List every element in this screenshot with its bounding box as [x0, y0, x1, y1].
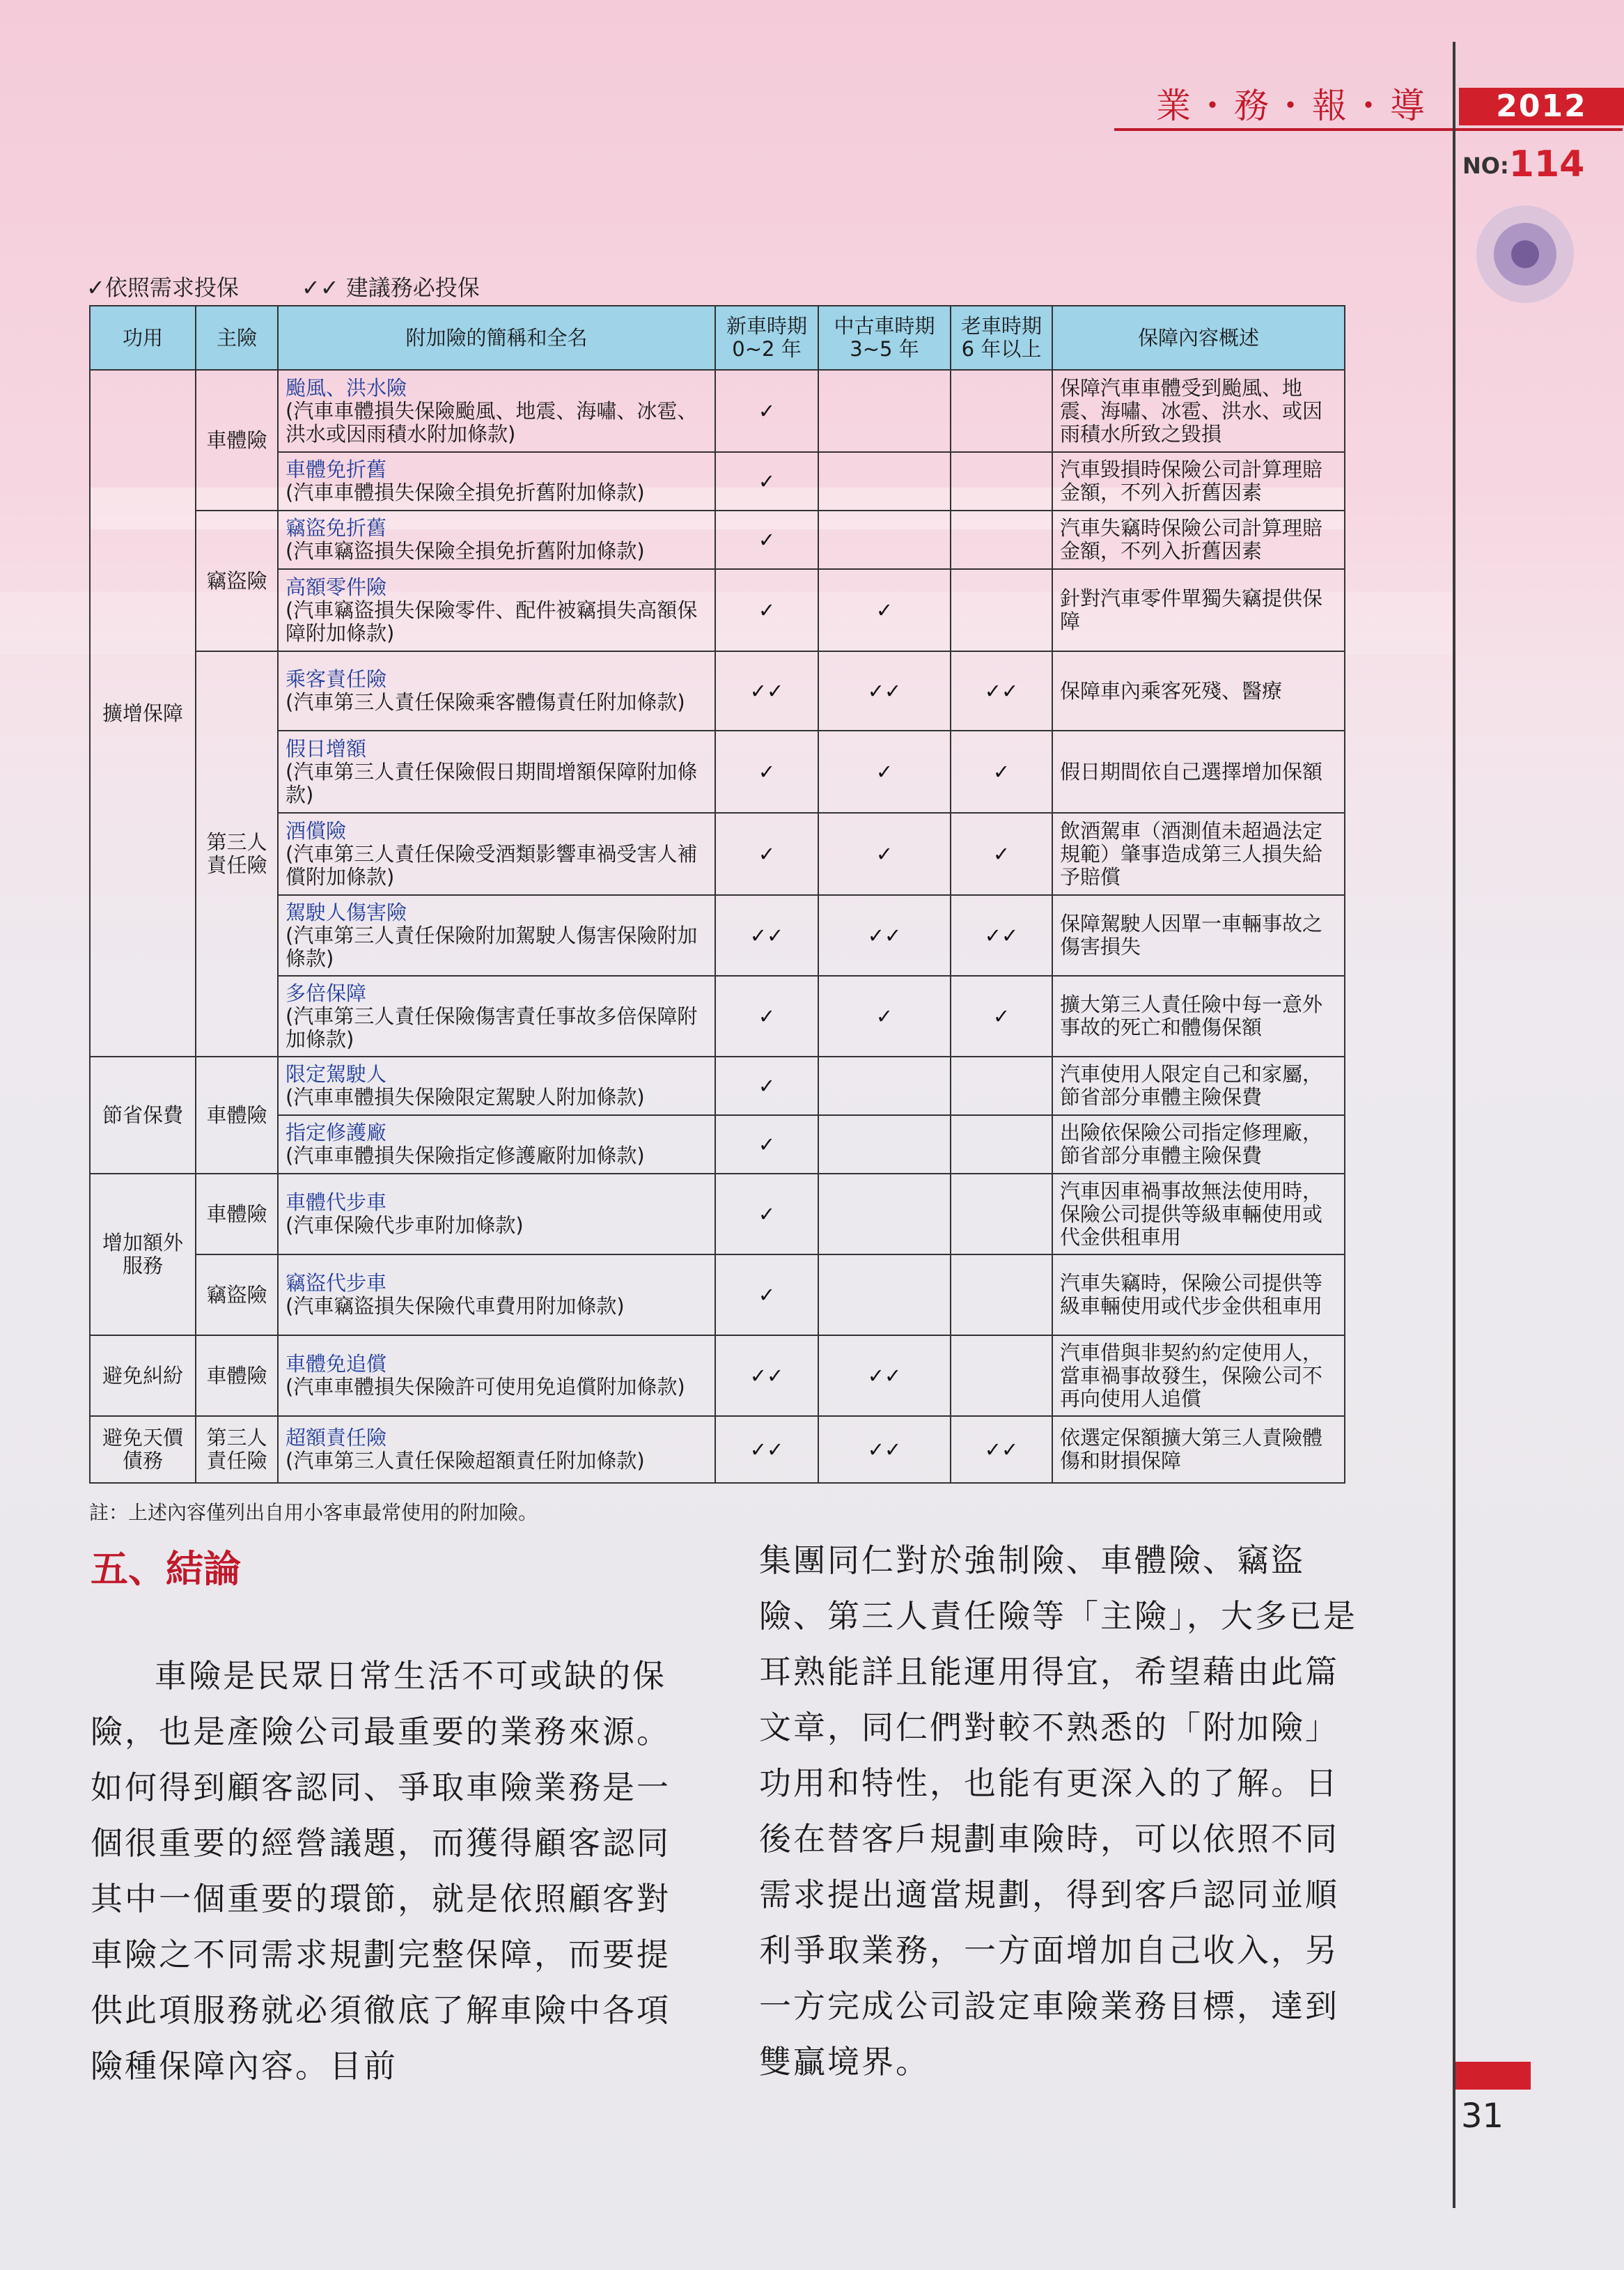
page-number: 31	[1461, 2097, 1504, 2136]
rider-fullname: (汽車車體損失保險限定駕駛人附加條款)	[286, 1085, 645, 1109]
desc-cell: 汽車因車禍事故無法使用時，保險公司提供等級車輛使用或代金供租車用	[1052, 1174, 1345, 1254]
check-used	[818, 1115, 951, 1174]
check-old	[951, 1115, 1052, 1174]
check-old	[951, 1254, 1052, 1335]
check-new: ✓	[715, 370, 818, 452]
check-used: ✓	[818, 976, 951, 1057]
rider-cell	[278, 370, 715, 452]
function-cell: 擴增保障	[90, 370, 196, 1057]
rider-cell	[278, 1335, 715, 1416]
table-row	[90, 813, 1345, 895]
check-new: ✓	[715, 813, 818, 895]
check-used	[818, 1254, 951, 1335]
desc-cell: 飲酒駕車（酒測值未超過法定規範）肇事造成第三人損失給予賠償	[1052, 813, 1345, 895]
check-old	[951, 1174, 1052, 1254]
col-main: 主險	[196, 306, 278, 370]
check-old: ✓	[951, 813, 1052, 895]
check-new: ✓✓	[715, 1416, 818, 1483]
check-used	[818, 1057, 951, 1115]
main-insurance-cell: 車體險	[196, 1335, 278, 1416]
rider-cell	[278, 976, 715, 1057]
rider-fullname: (汽車第三人責任保險乘客體傷責任附加條款)	[286, 690, 685, 714]
check-new: ✓	[715, 976, 818, 1057]
rider-name: 車體代步車	[286, 1190, 387, 1214]
check-used: ✓	[818, 813, 951, 895]
paragraph-left: 車險是民眾日常生活不可或缺的保險，也是產險公司最重要的業務來源。如何得到顧客認同、爭取車險業務是一個很重要的經營議題，而獲得顧客認同其中一個重要的環節，就是依照顧客對車險之不同需求規劃完整保障，而要提供此項服務就必須徹底了解車險中各項險種保障內容。目前	[91, 1657, 671, 2085]
check-old	[951, 370, 1052, 452]
rider-fullname: (汽車第三人責任保險附加駕駛人傷害保險附加條款)	[286, 923, 698, 970]
function-cell: 增加額外服務	[90, 1174, 196, 1335]
check-old: ✓✓	[951, 651, 1052, 731]
check-old: ✓	[951, 976, 1052, 1057]
check-new: ✓✓	[715, 1335, 818, 1416]
check-old	[951, 569, 1052, 651]
main-insurance-cell: 車體險	[196, 1057, 278, 1174]
desc-cell: 出險依保險公司指定修理廠，節省部分車體主險保費	[1052, 1115, 1345, 1174]
check-used	[818, 1174, 951, 1254]
rider-cell	[278, 813, 715, 895]
col-new-car: 新車時期 0~2 年	[715, 306, 818, 370]
check-used: ✓✓	[818, 1335, 951, 1416]
year-badge: 2012	[1459, 88, 1624, 125]
rider-name: 車體免折舊	[286, 458, 387, 481]
rider-fullname: (汽車第三人責任保險假日期間增額保障附加條款)	[286, 759, 698, 807]
page-marker	[1455, 2062, 1531, 2090]
header-rule	[1114, 128, 1623, 131]
check-used: ✓	[818, 731, 951, 813]
rider-cell	[278, 895, 715, 976]
table-note: 註：上述內容僅列出自用小客車最常使用的附加險。	[89, 1501, 538, 1524]
check-old	[951, 1335, 1052, 1416]
col-rider: 附加險的簡稱和全名	[278, 306, 715, 370]
main-insurance-cell: 竊盜險	[196, 1254, 278, 1335]
vertical-rule	[1453, 42, 1455, 2208]
rider-name: 限定駕駛人	[286, 1062, 387, 1086]
check-old: ✓✓	[951, 1416, 1052, 1483]
table-row	[90, 651, 1345, 731]
check-new: ✓	[715, 1254, 818, 1335]
rider-cell	[278, 1254, 715, 1335]
rider-cell	[278, 1115, 715, 1174]
section-title: 五、結論	[91, 1547, 241, 1591]
table-row	[90, 511, 1345, 569]
main-insurance-cell: 車體險	[196, 370, 278, 511]
col-old-car: 老車時期 6 年以上	[951, 306, 1052, 370]
check-old	[951, 1057, 1052, 1115]
rider-name: 酒償險	[286, 818, 347, 843]
desc-cell: 汽車失竊時保險公司計算理賠金額，不列入折舊因素	[1052, 511, 1345, 569]
table-row	[90, 731, 1345, 813]
check-new: ✓	[715, 511, 818, 569]
check-new: ✓	[715, 569, 818, 651]
check-new: ✓✓	[715, 895, 818, 976]
rider-cell	[278, 452, 715, 511]
flower-icon	[1455, 188, 1595, 320]
rider-cell	[278, 1174, 715, 1254]
col-function: 功用	[90, 306, 196, 370]
main-insurance-cell: 第三人責任險	[196, 1416, 278, 1483]
desc-cell: 針對汽車零件單獨失竊提供保障	[1052, 569, 1345, 651]
rider-fullname: (汽車第三人責任保險超額責任附加條款)	[286, 1449, 645, 1472]
check-new: ✓	[715, 1115, 818, 1174]
check-old	[951, 452, 1052, 511]
desc-cell: 保障汽車車體受到颱風、地震、海嘯、冰雹、洪水、或因雨積水所致之毀損	[1052, 370, 1345, 452]
rider-cell	[278, 1416, 715, 1483]
table-row	[90, 895, 1345, 976]
rider-fullname: (汽車車體損失保險全損免折舊附加條款)	[286, 481, 645, 504]
check-used	[818, 511, 951, 569]
rider-name: 颱風、洪水險	[286, 375, 407, 400]
desc-cell: 依選定保額擴大第三人責險體傷和財損保障	[1052, 1416, 1345, 1483]
desc-cell: 汽車使用人限定自己和家屬，節省部分車體主險保費	[1052, 1057, 1345, 1115]
check-old	[951, 511, 1052, 569]
table-row	[90, 1057, 1345, 1115]
table-row	[90, 569, 1345, 651]
rider-fullname: (汽車竊盜損失保險代車費用附加條款)	[286, 1294, 625, 1318]
function-cell: 節省保費	[90, 1057, 196, 1174]
table-row	[90, 1254, 1345, 1335]
rider-fullname: (汽車竊盜損失保險零件、配件被竊損失高額保障附加條款)	[286, 598, 698, 645]
check-old: ✓✓	[951, 895, 1052, 976]
check-new: ✓	[715, 731, 818, 813]
check-old: ✓	[951, 731, 1052, 813]
rider-name: 假日增額	[286, 736, 367, 761]
col-used-car: 中古車時期 3~5 年	[818, 306, 951, 370]
desc-cell: 保障駕駛人因單一車輛事故之傷害損失	[1052, 895, 1345, 976]
check-new: ✓	[715, 1174, 818, 1254]
table-header-row	[90, 306, 1345, 370]
rider-cell	[278, 511, 715, 569]
rider-fullname: (汽車車體損失保險指定修護廠附加條款)	[286, 1144, 645, 1167]
desc-cell: 汽車借與非契約約定使用人，當車禍事故發生，保險公司不再向使用人追償	[1052, 1335, 1345, 1416]
main-insurance-cell: 竊盜險	[196, 511, 278, 651]
function-cell: 避免糾紛	[90, 1335, 196, 1416]
table-row	[90, 452, 1345, 511]
rider-fullname: (汽車保險代步車附加條款)	[286, 1213, 524, 1237]
table-row	[90, 370, 1345, 452]
desc-cell: 擴大第三人責任險中每一意外事故的死亡和體傷保額	[1052, 976, 1345, 1057]
rider-name: 超額責任險	[286, 1426, 387, 1449]
check-used: ✓✓	[818, 895, 951, 976]
check-new: ✓	[715, 452, 818, 511]
paragraph-right: 集團同仁對於強制險、車體險、竊盜險、第三人責任險等「主險」，大多已是耳熟能詳且能運用得宜，希望藉由此篇文章，同仁們對較不熟悉的「附加險」功用和特性，也能有更深入的了解。日後在替客戶規劃車險時，可以依照不同需求提出適當規劃，得到客戶認同並順利爭取業務，一方面增加自己收入，另一方完成公司設定車險業務目標，達到雙贏境界。	[759, 1541, 1357, 2081]
col-desc: 保障內容概述	[1052, 306, 1345, 370]
rider-cell	[278, 651, 715, 731]
rider-name: 竊盜代步車	[286, 1271, 387, 1295]
rider-table	[89, 305, 1345, 1484]
issue-label: NO:114	[1462, 143, 1585, 185]
issue-number: 114	[1508, 143, 1585, 185]
rider-fullname: (汽車車體損失保險許可使用免追償附加條款)	[286, 1375, 685, 1399]
rider-name: 車體免追償	[286, 1352, 387, 1376]
table-row	[90, 1174, 1345, 1254]
main-insurance-cell: 第三人責任險	[196, 651, 278, 1057]
function-cell: 避免天價債務	[90, 1416, 196, 1483]
legend-optional: ✓依照需求投保	[86, 274, 239, 301]
desc-cell: 保障車內乘客死殘、醫療	[1052, 651, 1345, 731]
rider-name: 多倍保障	[286, 981, 367, 1005]
main-insurance-cell: 車體險	[196, 1174, 278, 1254]
rider-fullname: (汽車第三人責任保險傷害責任事故多倍保障附加條款)	[286, 1004, 698, 1051]
rider-name: 駕駛人傷害險	[286, 900, 407, 924]
rider-cell	[278, 1057, 715, 1115]
rider-fullname: (汽車第三人責任保險受酒類影響車禍受害人補償附加條款)	[286, 841, 698, 889]
rider-fullname: (汽車竊盜損失保險全損免折舊附加條款)	[286, 539, 645, 563]
rider-name: 竊盜免折舊	[286, 516, 387, 540]
rider-name: 高額零件險	[286, 575, 387, 599]
desc-cell: 汽車失竊時，保險公司提供等級車輛使用或代步金供租車用	[1052, 1254, 1345, 1335]
check-used	[818, 452, 951, 511]
table-row	[90, 1416, 1345, 1483]
rider-cell	[278, 569, 715, 651]
check-new: ✓✓	[715, 651, 818, 731]
rider-fullname: (汽車車體損失保險颱風、地震、海嘯、冰雹、洪水或因雨積水附加條款)	[286, 398, 698, 446]
check-new: ✓	[715, 1057, 818, 1115]
check-used: ✓✓	[818, 651, 951, 731]
table-row	[90, 1115, 1345, 1174]
table-row	[90, 1335, 1345, 1416]
rider-name: 乘客責任險	[286, 667, 387, 691]
check-used: ✓	[818, 569, 951, 651]
header-title: 業・務・報・導	[1156, 86, 1429, 126]
check-used	[818, 370, 951, 452]
rider-cell	[278, 731, 715, 813]
legend	[86, 270, 536, 302]
legend-recommended: ✓✓ 建議務必投保	[302, 274, 480, 301]
desc-cell: 假日期間依自己選擇增加保額	[1052, 731, 1345, 813]
check-used: ✓✓	[818, 1416, 951, 1483]
desc-cell: 汽車毀損時保險公司計算理賠金額，不列入折舊因素	[1052, 452, 1345, 511]
rider-name: 指定修護廠	[286, 1121, 387, 1144]
table-row	[90, 976, 1345, 1057]
